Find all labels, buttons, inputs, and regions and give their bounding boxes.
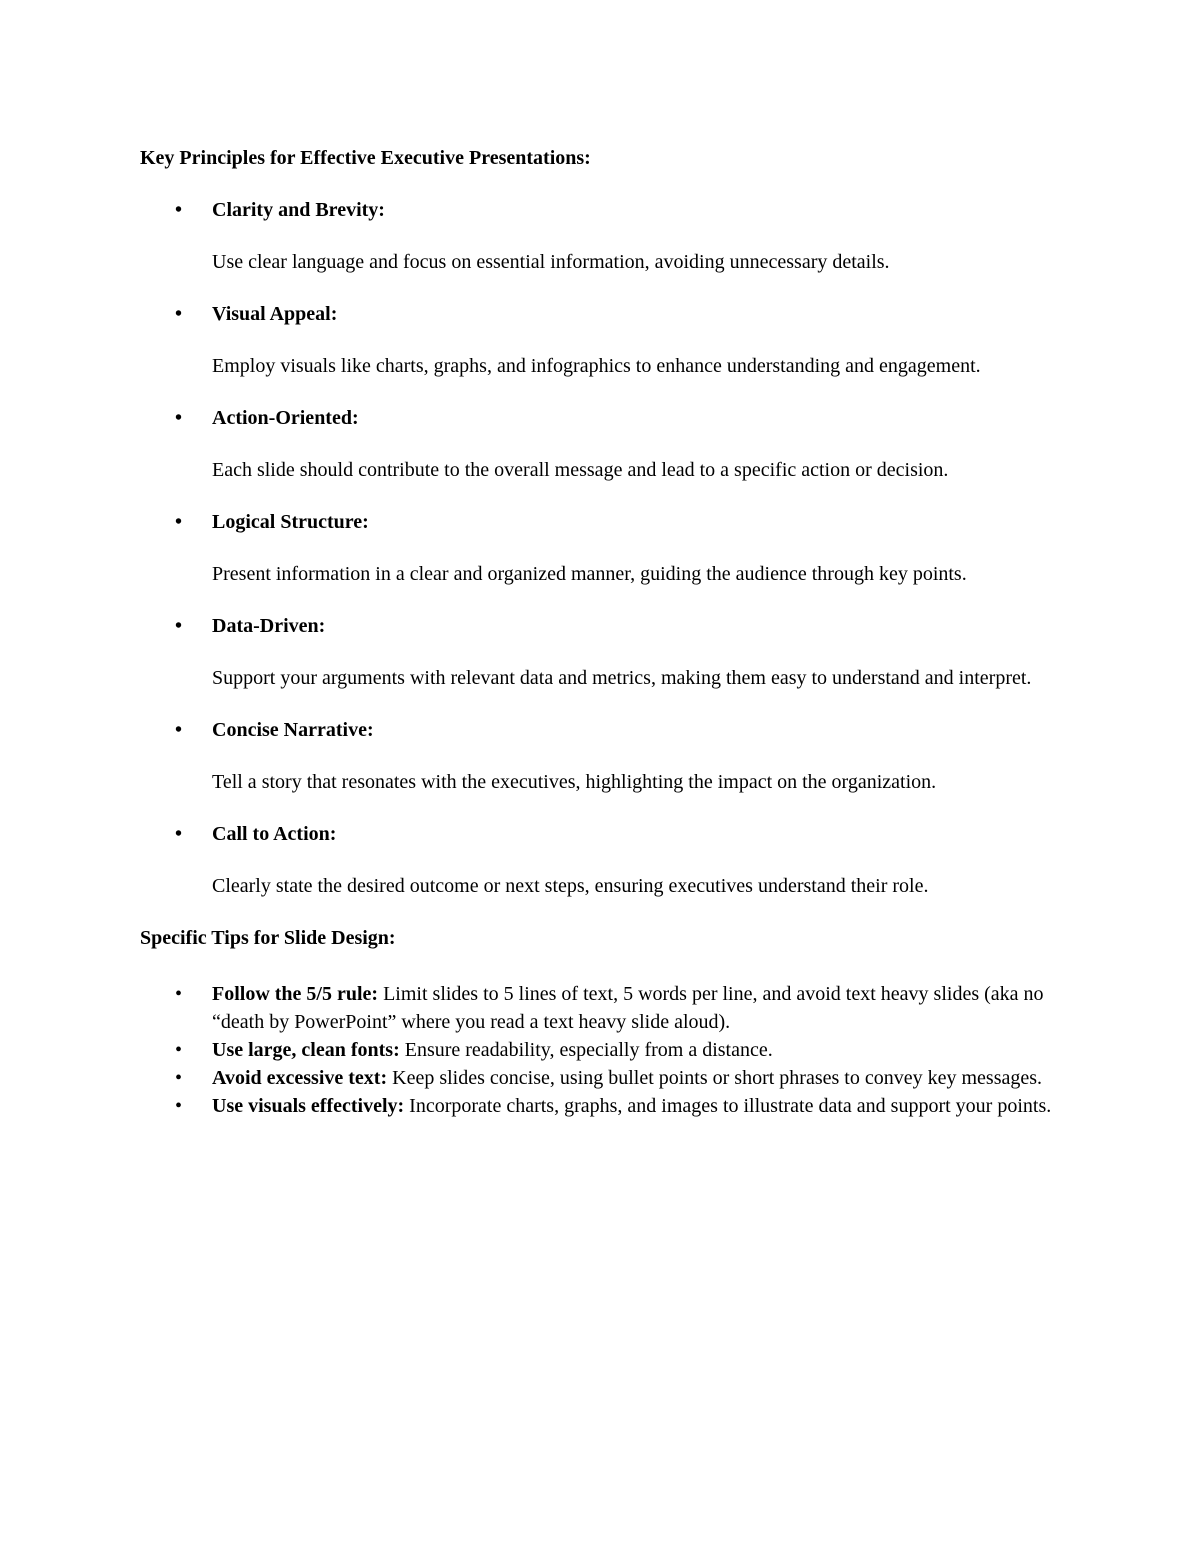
bullet-icon: •	[175, 615, 183, 637]
list-item	[140, 194, 1055, 278]
bullet-icon: •	[175, 1039, 183, 1061]
principles-list	[140, 194, 1055, 902]
principle-title	[140, 714, 1055, 746]
principle-title-text: Call to Action:	[212, 823, 337, 845]
principle-body: Tell a story that resonates with the executives, highlighting the impact on the organization.	[212, 771, 937, 793]
bullet-icon: •	[175, 1067, 183, 1089]
list-item	[140, 980, 1055, 1036]
list-item	[140, 714, 1055, 798]
tip-body: Limit slides to 5 lines of text, 5 words per line, and avoid text heavy slides (aka no “death by PowerPoint” where you read a text heavy slide aloud).	[212, 983, 1044, 1033]
principle-body: Present information in a clear and organized manner, guiding the audience through key points.	[212, 563, 967, 585]
principle-body: Support your arguments with relevant data and metrics, making them easy to understand and interpret.	[212, 667, 1032, 689]
principle-body: Use clear language and focus on essential information, avoiding unnecessary details.	[212, 251, 890, 273]
bullet-icon: •	[175, 1095, 183, 1117]
tip-lead: Avoid excessive text:	[212, 1067, 388, 1089]
bullet-icon: •	[175, 303, 183, 325]
principle-title-text: Action-Oriented:	[212, 407, 359, 429]
principle-body: Clearly state the desired outcome or next steps, ensuring executives understand their role.	[212, 875, 929, 897]
principle-title-text: Logical Structure:	[212, 511, 369, 533]
page-title: Key Principles for Effective Executive Presentations:	[140, 147, 591, 169]
principle-title-text: Visual Appeal:	[212, 303, 338, 325]
tip-body: Keep slides concise, using bullet points or short phrases to convey key messages.	[392, 1067, 1043, 1089]
tip-body: Ensure readability, especially from a distance.	[404, 1039, 773, 1061]
list-item	[140, 1092, 1055, 1120]
principle-title-text: Clarity and Brevity:	[212, 199, 385, 221]
principle-title	[140, 506, 1055, 538]
principle-title	[140, 298, 1055, 330]
list-item	[140, 1036, 1055, 1064]
principle-body: Employ visuals like charts, graphs, and infographics to enhance understanding and engagement.	[212, 355, 981, 377]
principle-title	[140, 818, 1055, 850]
principle-title	[140, 610, 1055, 642]
tip-lead: Use visuals effectively:	[212, 1095, 405, 1117]
principle-body: Each slide should contribute to the overall message and lead to a specific action or decision.	[212, 459, 949, 481]
bullet-icon: •	[175, 511, 183, 533]
bullet-icon: •	[175, 983, 183, 1005]
list-item	[140, 298, 1055, 382]
principle-title-text: Data-Driven:	[212, 615, 326, 637]
tip-lead: Follow the 5/5 rule:	[212, 983, 379, 1005]
list-item	[140, 402, 1055, 486]
tip-lead: Use large, clean fonts:	[212, 1039, 400, 1061]
bullet-icon: •	[175, 407, 183, 429]
list-item	[140, 610, 1055, 694]
bullet-icon: •	[175, 199, 183, 221]
section-heading-slide-design: Specific Tips for Slide Design:	[140, 927, 396, 949]
list-item	[140, 818, 1055, 902]
principle-title	[140, 402, 1055, 434]
list-item	[140, 506, 1055, 590]
tips-list	[140, 980, 1055, 1120]
tip-body: Incorporate charts, graphs, and images to illustrate data and support your points.	[409, 1095, 1052, 1117]
bullet-icon: •	[175, 823, 183, 845]
list-item	[140, 1064, 1055, 1092]
principle-title-text: Concise Narrative:	[212, 719, 374, 741]
bullet-icon: •	[175, 719, 183, 741]
principle-title	[140, 194, 1055, 226]
